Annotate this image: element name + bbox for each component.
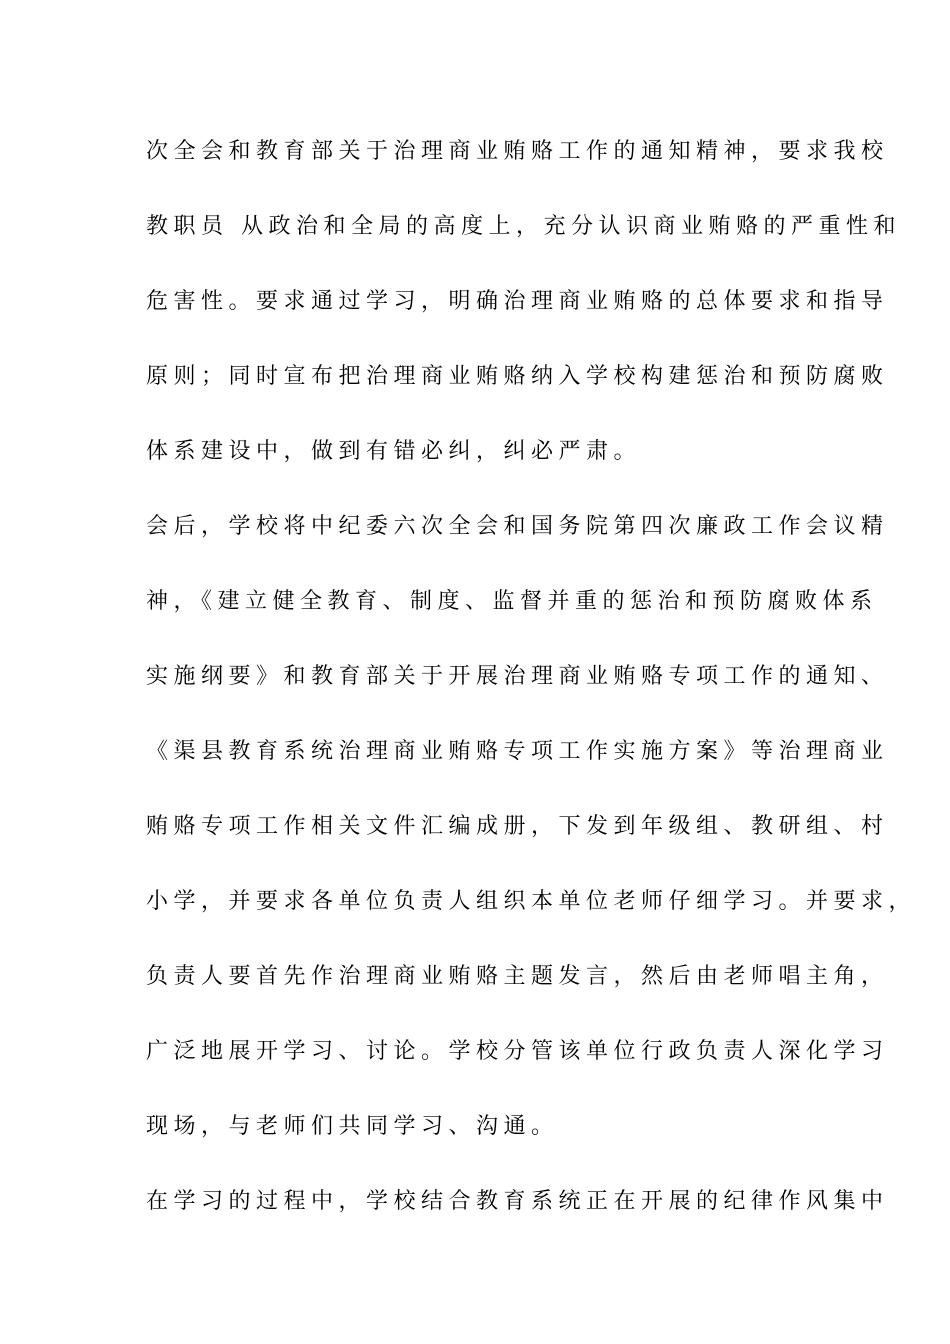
text-line: 实施纲要》和教育部关于开展治理商业贿赂专项工作的通知、 <box>146 664 889 689</box>
text-line: 负责人要首先作治理商业贿赂主题发言，然后由老师唱主角， <box>146 964 889 989</box>
text-line: 广泛地展开学习、讨论。学校分管该单位行政负责人深化学习 <box>146 1039 889 1064</box>
text-line: 次全会和教育部关于治理商业贿赂工作的通知精神，要求我校 <box>146 139 889 164</box>
text-line: 会后，学校将中纪委六次全会和国务院第四次廉政工作会议精 <box>146 514 889 539</box>
text-line: 《渠县教育系统治理商业贿赂专项工作实施方案》等治理商业 <box>146 739 889 764</box>
text-line: 教职员 从政治和全局的高度上，充分认识商业贿赂的严重性和 <box>146 214 901 239</box>
text-line: 在学习的过程中，学校结合教育系统正在开展的纪律作风集中 <box>146 1189 889 1214</box>
text-line: 神，《建立健全教育、制度、监督并重的惩治和预防腐败体系 <box>146 589 878 614</box>
text-line: 体系建设中，做到有错必纠，纠必严肃。 <box>146 439 642 464</box>
text-line: 贿赂专项工作相关文件汇编成册，下发到年级组、教研组、村 <box>146 814 889 839</box>
text-line: 原则；同时宣布把治理商业贿赂纳入学校构建惩治和预防腐败 <box>146 364 889 389</box>
text-line: 危害性。要求通过学习，明确治理商业贿赂的总体要求和指导 <box>146 289 889 314</box>
text-line: 小学，并要求各单位负责人组织本单位老师仔细学习。并要求， <box>146 889 917 914</box>
text-line: 现场，与老师们共同学习、沟通。 <box>146 1114 559 1139</box>
body-text <box>146 132 917 1257</box>
